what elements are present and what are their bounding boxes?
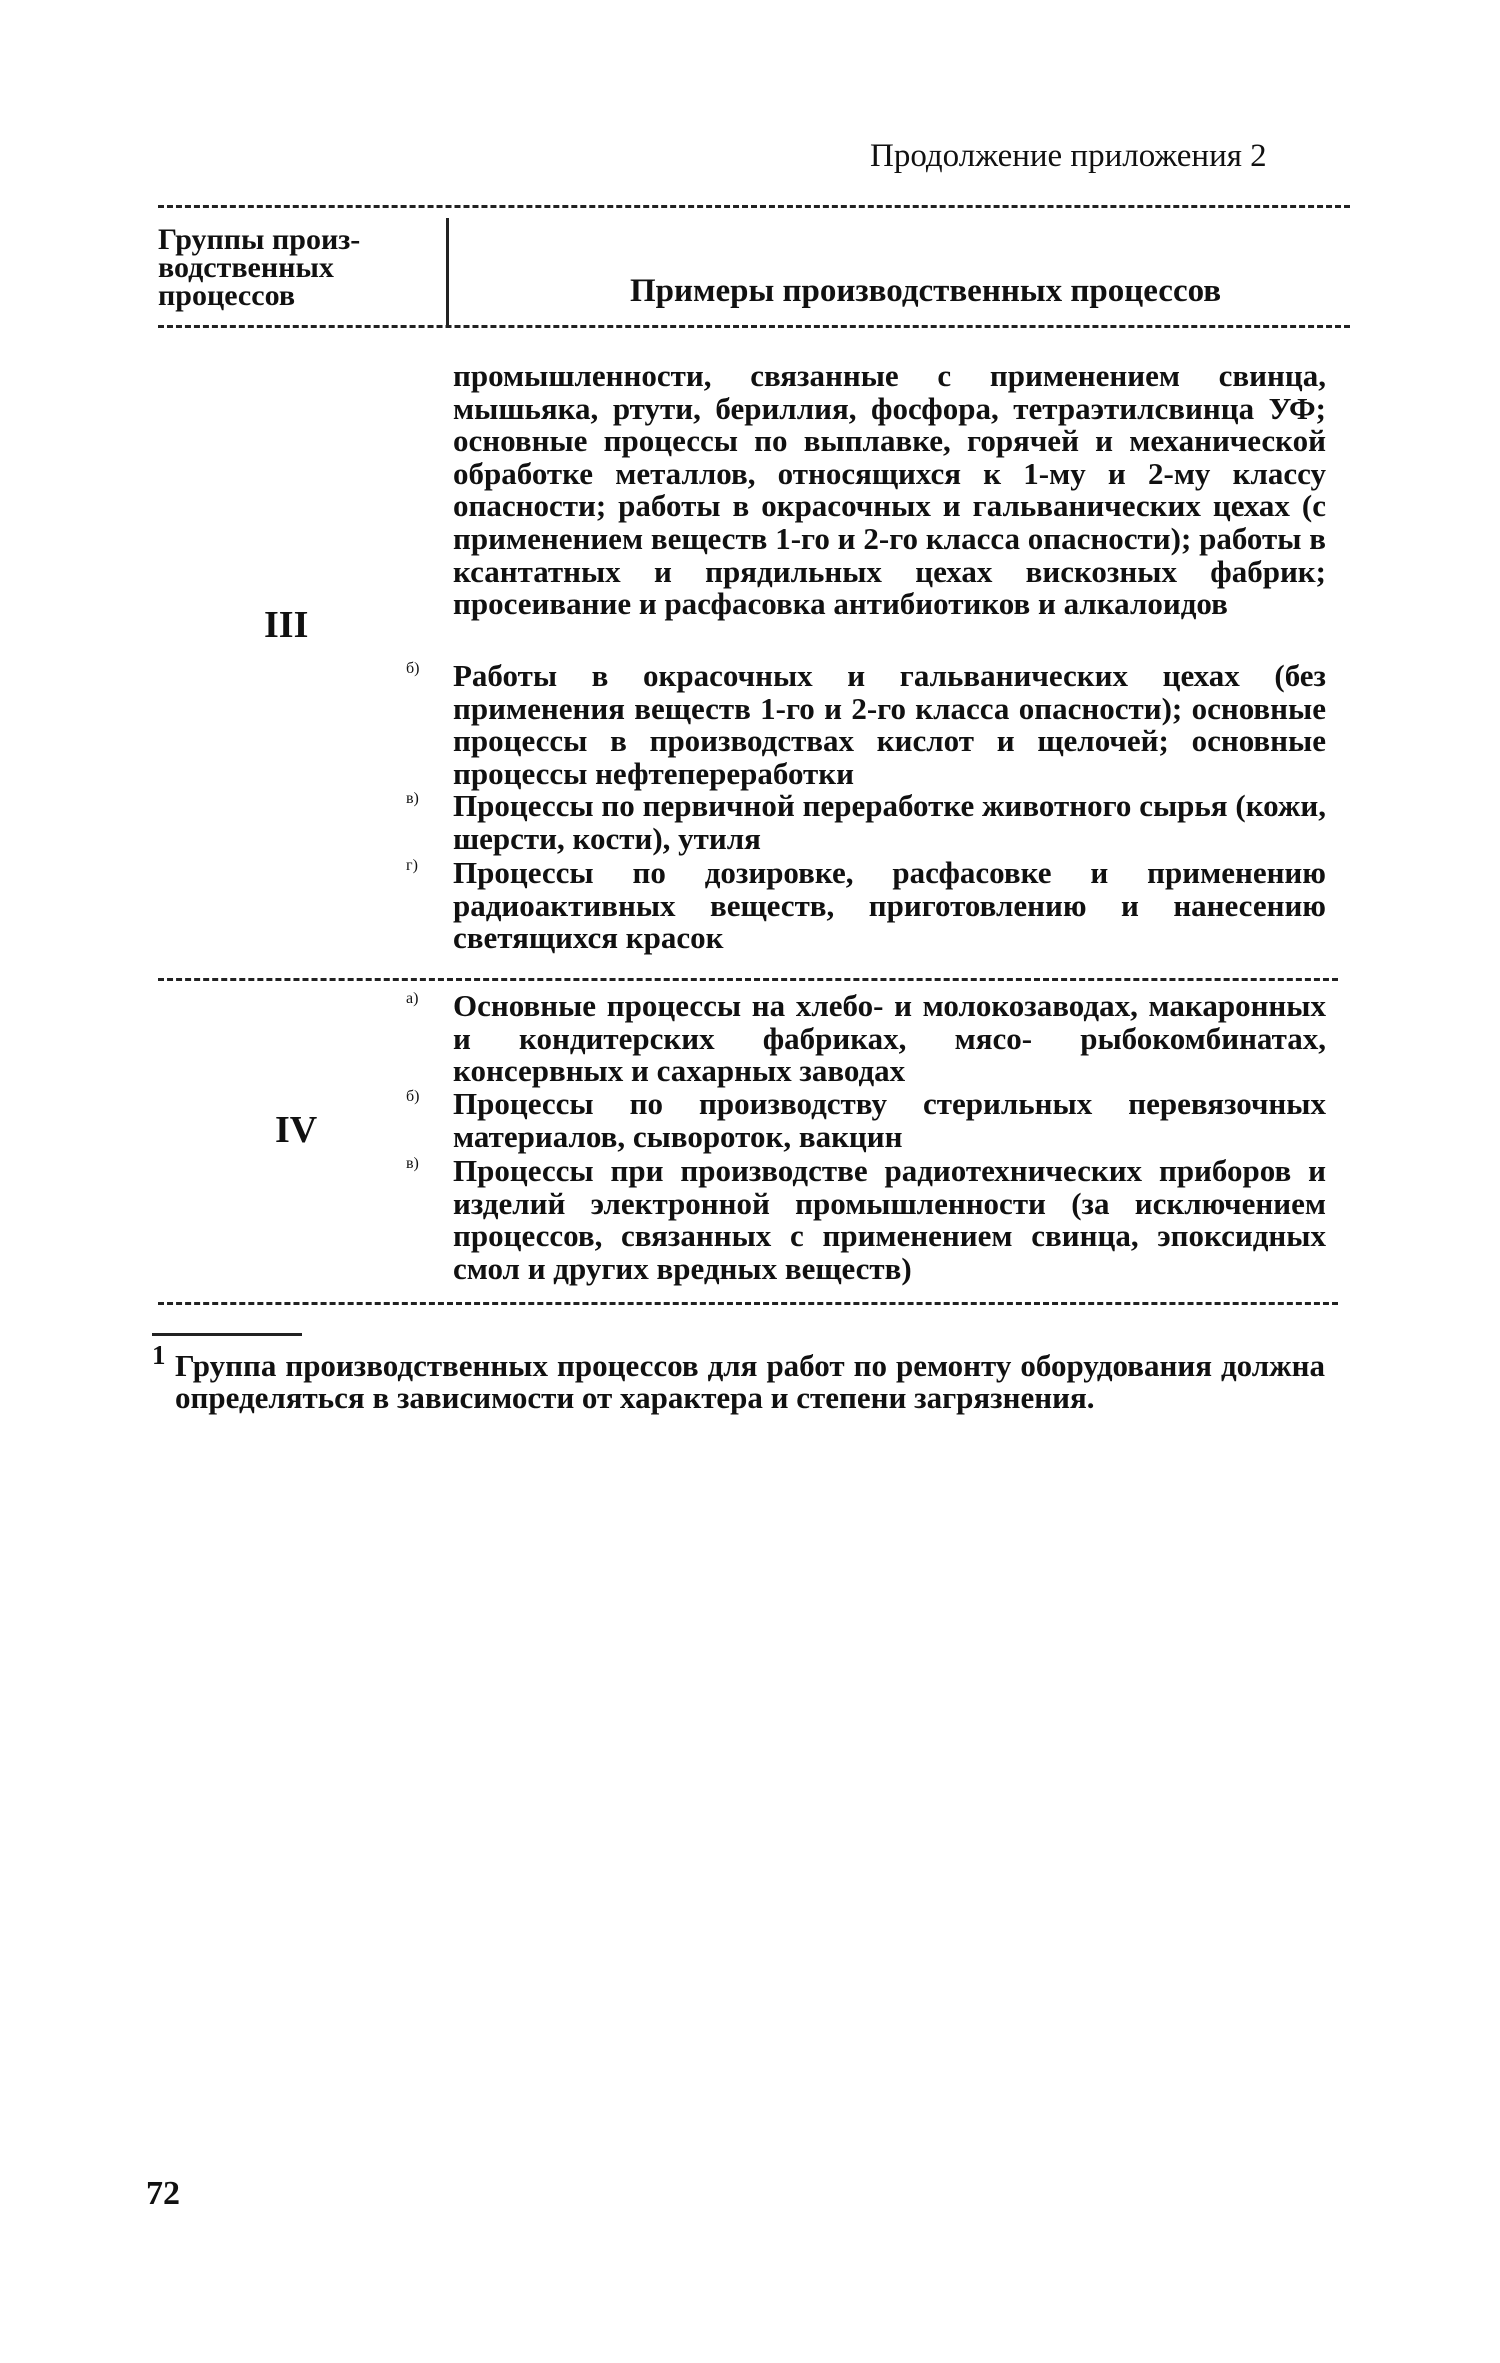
footnote-rule [152, 1333, 302, 1336]
table-bottom-rule [158, 1302, 1338, 1305]
footnote-text: Группа производственных процессов для работ по ремонту оборудования должна определяться в зависимости от характера и степени загрязнения. [175, 1348, 1325, 1415]
column-header-examples: Примеры производственных процессов [630, 273, 1222, 309]
group-3-continuation: промышленности, связанные с применением свинца, мышьяка, ртути, бериллия, фосфора, тетраэтилсвинца УФ; основные процессы по выплавке, горячей и механической обработке металлов, относящихся к 1-му и 2-му классу опасности; работы в окрасочных и гальванических цехах (с применением веществ 1-го и 2-го класса опасности); работы в ксантатных и прядильных цехах вискозных фабрик; просеивание и расфасовка антибиотиков и алкалоидов [453, 358, 1326, 622]
group-divider [158, 978, 1338, 981]
header-bottom-rule [158, 325, 1350, 328]
page-number: 72 [146, 2175, 180, 2212]
column-header-groups: Группы произ- водственных процессов [158, 223, 361, 312]
running-header: Продолжение приложения 2 [870, 138, 1267, 174]
table-top-rule [158, 205, 1350, 208]
group-4-label: IV [275, 1109, 318, 1151]
footnote-mark: 1 [152, 1340, 166, 1370]
column-divider [446, 218, 449, 328]
group-3-label: III [264, 604, 309, 646]
